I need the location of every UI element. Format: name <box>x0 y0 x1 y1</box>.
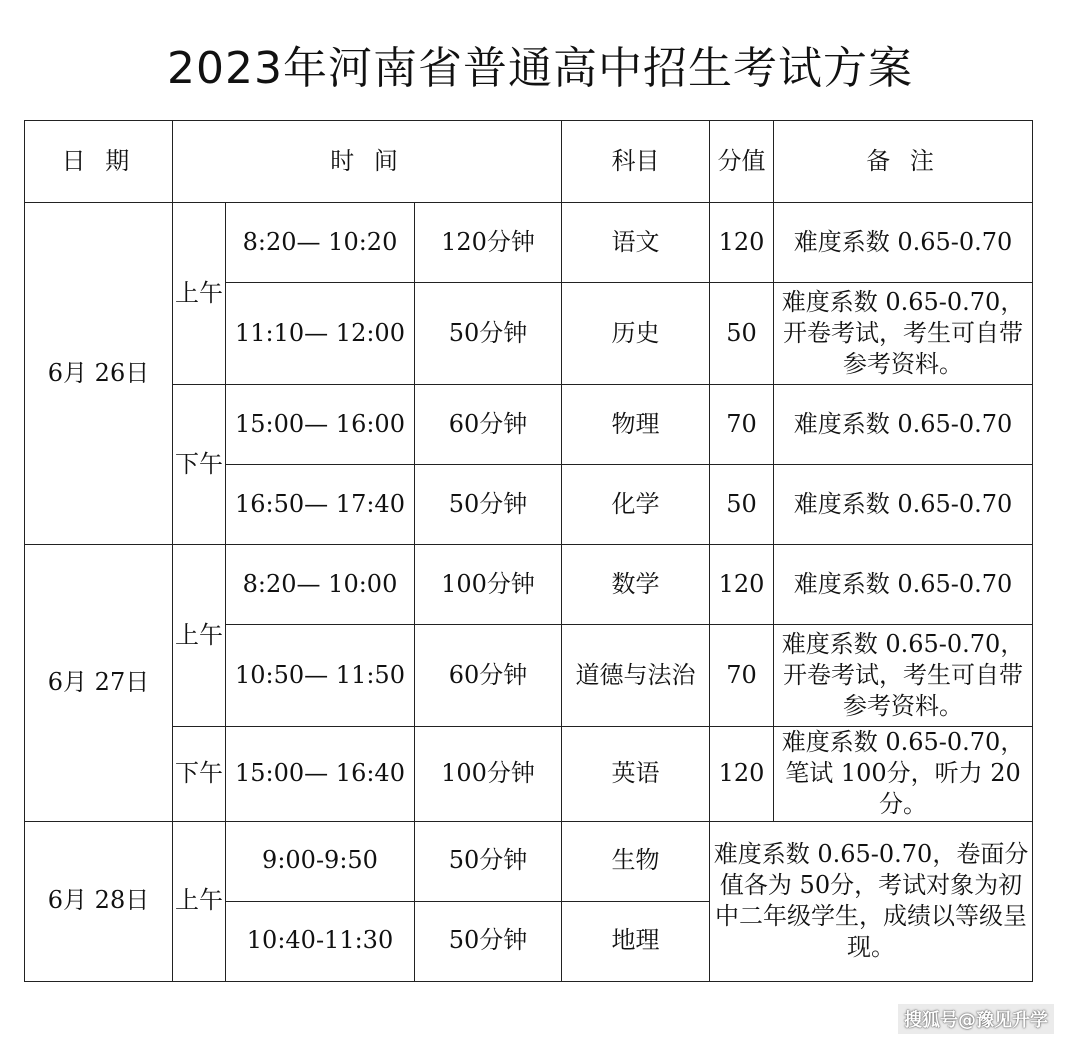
note-cell: 难度系数 0.65-0.70 <box>774 203 1033 283</box>
time-cell: 15:00— 16:00 <box>226 385 415 465</box>
time-cell: 8:20— 10:20 <box>226 203 415 283</box>
time-cell: 9:00-9:50 <box>226 821 415 901</box>
subject-cell: 道德与法治 <box>562 625 710 727</box>
subject-cell: 化学 <box>562 465 710 545</box>
header-time: 时 间 <box>173 121 562 203</box>
table-row <box>25 545 1033 625</box>
duration-cell: 120分钟 <box>415 203 562 283</box>
shared-note-cell: 难度系数 0.65-0.70，卷面分值各为 50分，考试对象为初中二年级学生，成绩以等级呈现。 <box>710 821 1033 981</box>
score-cell: 70 <box>710 385 774 465</box>
note-cell: 难度系数 0.65-0.70，开卷考试，考生可自带参考资料。 <box>774 625 1033 727</box>
date-cell: 6月 27日 <box>25 545 173 822</box>
duration-cell: 100分钟 <box>415 545 562 625</box>
score-cell: 120 <box>710 545 774 625</box>
score-cell: 120 <box>710 727 774 822</box>
time-cell: 10:40-11:30 <box>226 901 415 981</box>
subject-cell: 数学 <box>562 545 710 625</box>
time-cell: 16:50— 17:40 <box>226 465 415 545</box>
date-cell: 6月 26日 <box>25 203 173 545</box>
session-cell: 上午 <box>173 203 226 385</box>
score-cell: 50 <box>710 465 774 545</box>
note-cell: 难度系数 0.65-0.70 <box>774 465 1033 545</box>
subject-cell: 语文 <box>562 203 710 283</box>
table-row <box>25 385 1033 465</box>
header-score: 分值 <box>710 121 774 203</box>
header-subject: 科目 <box>562 121 710 203</box>
note-cell: 难度系数 0.65-0.70 <box>774 385 1033 465</box>
duration-cell: 60分钟 <box>415 385 562 465</box>
note-cell: 难度系数 0.65-0.70，开卷考试，考生可自带参考资料。 <box>774 283 1033 385</box>
subject-cell: 地理 <box>562 901 710 981</box>
time-cell: 10:50— 11:50 <box>226 625 415 727</box>
subject-cell: 生物 <box>562 821 710 901</box>
score-cell: 120 <box>710 203 774 283</box>
score-cell: 70 <box>710 625 774 727</box>
session-cell: 上午 <box>173 545 226 727</box>
header-note: 备 注 <box>774 121 1033 203</box>
duration-cell: 50分钟 <box>415 901 562 981</box>
session-cell: 下午 <box>173 385 226 545</box>
time-cell: 11:10— 12:00 <box>226 283 415 385</box>
time-cell: 15:00— 16:40 <box>226 727 415 822</box>
page-title: 2023年河南省普通高中招生考试方案 <box>167 43 913 94</box>
table-row <box>25 203 1033 283</box>
score-cell: 50 <box>710 283 774 385</box>
header-row <box>25 121 1033 203</box>
subject-cell: 英语 <box>562 727 710 822</box>
watermark-text: 搜狐号@豫见升学 <box>898 1004 1054 1034</box>
subject-cell: 历史 <box>562 283 710 385</box>
duration-cell: 60分钟 <box>415 625 562 727</box>
duration-cell: 50分钟 <box>415 465 562 545</box>
session-cell: 下午 <box>173 727 226 822</box>
exam-schedule-table <box>24 120 1033 982</box>
table-row <box>25 727 1033 822</box>
session-cell: 上午 <box>173 821 226 981</box>
note-cell: 难度系数 0.65-0.70 <box>774 545 1033 625</box>
time-cell: 8:20— 10:00 <box>226 545 415 625</box>
subject-cell: 物理 <box>562 385 710 465</box>
date-cell: 6月 28日 <box>25 821 173 981</box>
duration-cell: 50分钟 <box>415 821 562 901</box>
duration-cell: 100分钟 <box>415 727 562 822</box>
note-cell: 难度系数 0.65-0.70，笔试 100分，听力 20分。 <box>774 727 1033 822</box>
table-row <box>25 821 1033 901</box>
header-date: 日 期 <box>25 121 173 203</box>
duration-cell: 50分钟 <box>415 283 562 385</box>
